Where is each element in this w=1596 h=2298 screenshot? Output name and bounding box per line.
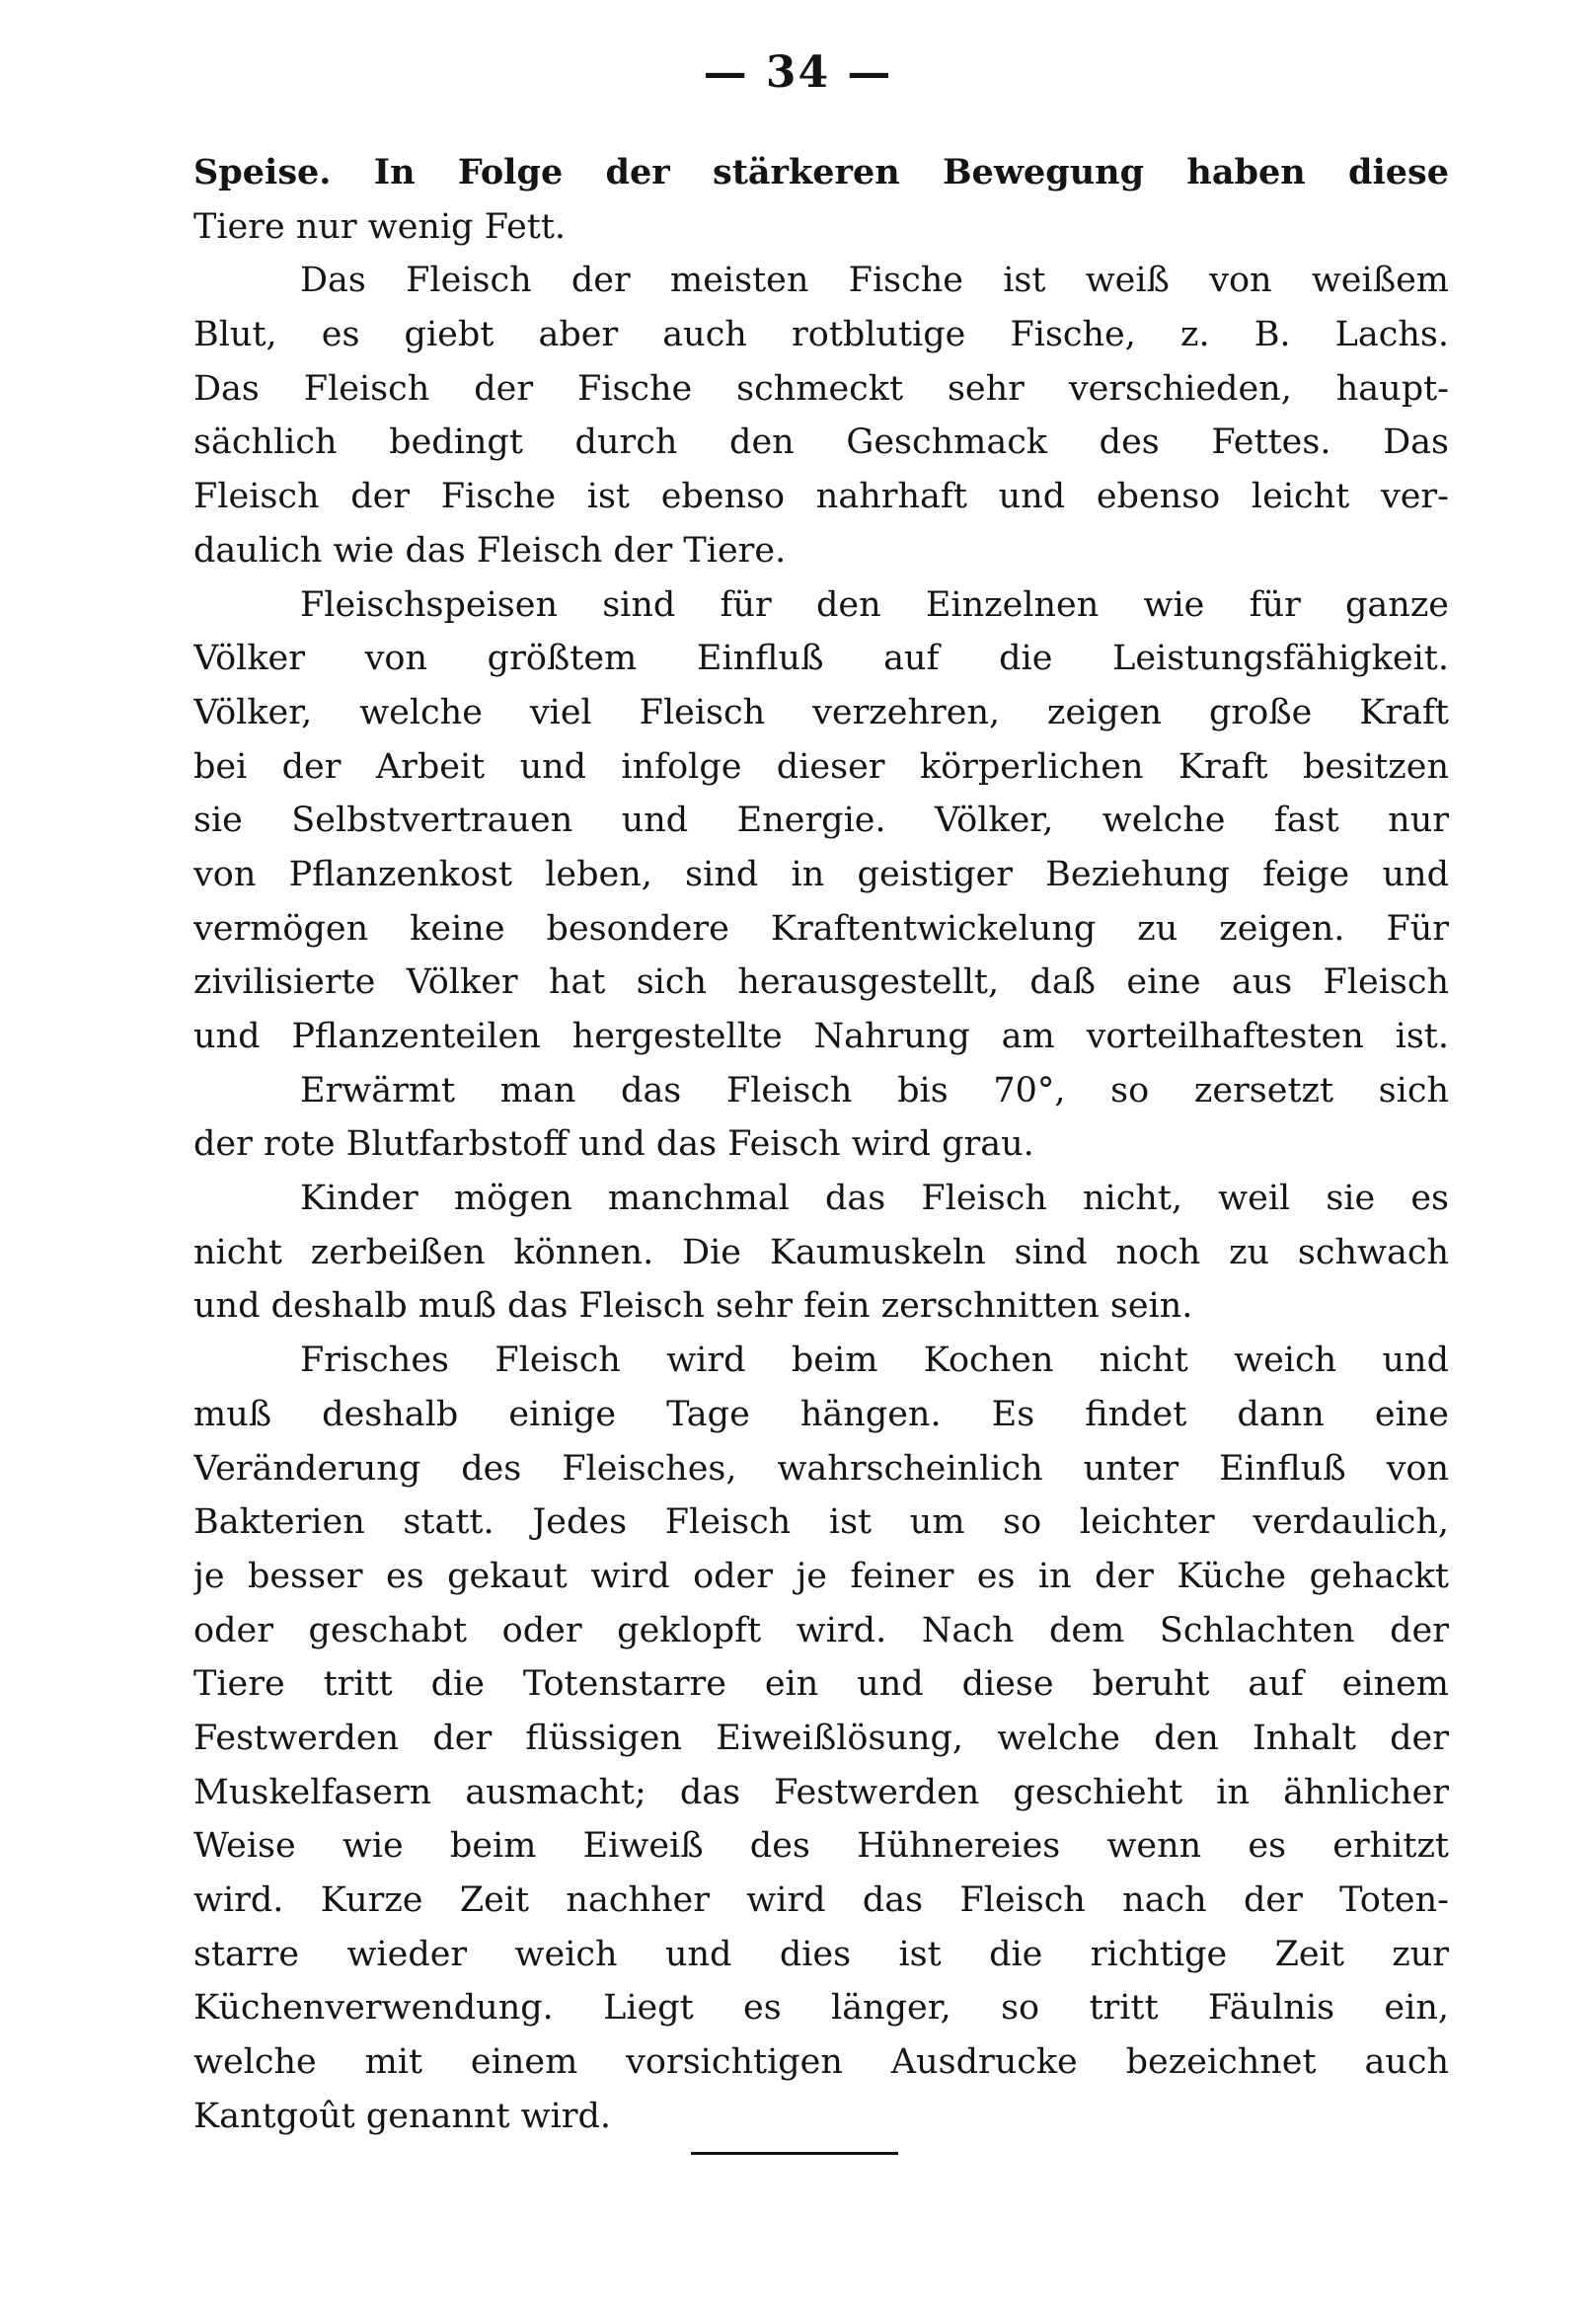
text-line: sächlich bedingt durch den Geschmack des Fettes. Das	[193, 422, 1449, 463]
text-line: und Pflanzenteilen hergestellte Nahrung am vorteilhaftesten ist.	[193, 1017, 1449, 1056]
text-line: oder geschabt oder geklopft wird. Nach dem Schlachten der	[193, 1610, 1449, 1650]
text-line: Kantgoût genannt wird.	[193, 2096, 612, 2136]
text-line: Das Fleisch der Fische schmeckt sehr verschieden, haupt-	[193, 368, 1449, 409]
text-line: daulich wie das Fleisch der Tiere.	[193, 530, 787, 571]
text-line: Veränderung des Fleisches, wahrscheinlich unter Einfluß von	[193, 1448, 1449, 1489]
text-line: Fleischspeisen sind für den Einzelnen wie für ganze	[300, 584, 1449, 625]
text-line: sie Selbstvertrauen und Energie. Völker, welche fast nur	[193, 801, 1449, 841]
text-line: starre wieder weich und dies ist die richtige Zeit zur	[193, 1934, 1449, 1974]
text-line: Bakterien statt. Jedes Fleisch ist um so leichter verdaulich,	[193, 1502, 1449, 1543]
text-line: Muskelfasern ausmacht; das Festwerden geschieht in ähnlicher	[193, 1772, 1449, 1812]
text-line: Kinder mögen manchmal das Fleisch nicht, weil sie es	[300, 1179, 1449, 1219]
text-line: Frisches Fleisch wird beim Kochen nicht weich und	[300, 1340, 1449, 1381]
text-line: Weise wie beim Eiweiß des Hühnereies wenn es erhitzt	[193, 1826, 1449, 1867]
text-line: bei der Arbeit und infolge dieser körperlichen Kraft besitzen	[193, 746, 1449, 787]
body-text	[193, 146, 1449, 2143]
text-line: Fleisch der Fische ist ebenso nahrhaft und ebenso leicht ver-	[193, 477, 1449, 517]
text-line: nicht zerbeißen können. Die Kaumuskeln sind noch zu schwach	[193, 1232, 1449, 1272]
text-line: Tiere nur wenig Fett.	[193, 206, 567, 247]
text-line: je besser es gekaut wird oder je feiner es in der Küche gehackt	[193, 1556, 1449, 1596]
text-line: von Pflanzenkost leben, sind in geistiger Beziehung feige und	[193, 854, 1449, 894]
text-line: zivilisierte Völker hat sich herausgestellt, daß eine aus Fleisch	[193, 962, 1449, 1003]
text-line: Speise. In Folge der stärkeren Bewegung haben diese	[193, 152, 1449, 192]
text-line: der rote Blutfarbstoff und das Feisch wird grau.	[193, 1124, 1034, 1165]
text-line: Tiere tritt die Totenstarre ein und diese beruht auf einem	[193, 1664, 1449, 1705]
text-line: Blut, es giebt aber auch rotblutige Fische, z. B. Lachs.	[193, 315, 1449, 355]
text-line: und deshalb muß das Fleisch sehr fein zerschnitten sein.	[193, 1286, 1193, 1327]
text-line: Küchenverwendung. Liegt es länger, so tritt Fäulnis ein,	[193, 1988, 1449, 2029]
text-line: Völker, welche viel Fleisch verzehren, zeigen große Kraft	[193, 692, 1449, 732]
text-line: vermögen keine besondere Kraftentwickelung zu zeigen. Für	[193, 908, 1449, 949]
text-line: wird. Kurze Zeit nachher wird das Fleisch nach der Toten-	[193, 1880, 1449, 1920]
page-number: — 34 —	[703, 47, 893, 98]
bottom-rule	[691, 2152, 898, 2155]
text-line: Erwärmt man das Fleisch bis 70°, so zersetzt sich	[300, 1070, 1449, 1111]
text-line: Das Fleisch der meisten Fische ist weiß von weißem	[300, 261, 1449, 301]
text-line: Festwerden der flüssigen Eiweißlösung, welche den Inhalt der	[193, 1718, 1449, 1758]
text-line: muß deshalb einige Tage hängen. Es findet dann eine	[193, 1394, 1449, 1434]
text-line: welche mit einem vorsichtigen Ausdrucke bezeichnet auch	[193, 2042, 1449, 2083]
text-line: Völker von größtem Einfluß auf die Leistungsfähigkeit.	[193, 639, 1449, 679]
